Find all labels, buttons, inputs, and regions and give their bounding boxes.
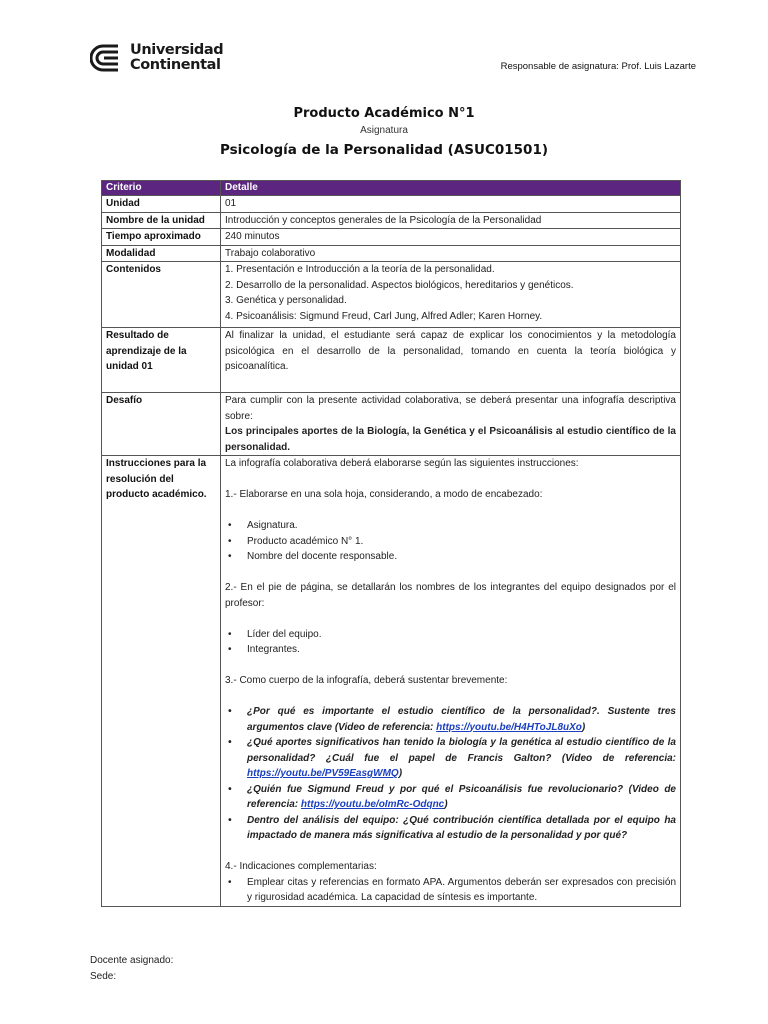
logo-mark-icon: [90, 43, 124, 73]
step4: 4.- Indicaciones complementarias:: [225, 861, 377, 872]
tiempo-value: 240 minutos: [221, 229, 681, 246]
instrucciones-value: [221, 456, 681, 907]
contenidos-value: [221, 262, 681, 328]
question-item: [225, 704, 676, 735]
contenidos-label: Contenidos: [102, 262, 221, 328]
contenido-item: 3. Genética y personalidad.: [225, 295, 347, 306]
step2-list: [225, 627, 676, 658]
resultado-value: Al finalizar la unidad, el estudiante será capaz de explicar los conocimientos y la metodología psicológica en el desarrollo de la personalidad, tomando en cuenta la teoría biológica y psicoanalítica.: [221, 328, 681, 393]
desafio-text: Para cumplir con la presente actividad colaborativa, se deberá presentar una infografía descriptiva sobre:: [225, 395, 676, 422]
contenido-item: 2. Desarrollo de la personalidad. Aspectos biológicos, hereditarios y genéticos.: [225, 279, 574, 291]
list-item: • Líder del equipo.: [225, 627, 676, 643]
docente-label: Docente asignado:: [90, 955, 174, 966]
table-row: [102, 212, 681, 229]
contenido-item: 4. Psicoanálisis: Sigmund Freud, Carl Jung, Alfred Adler; Karen Horney.: [225, 310, 543, 322]
contenido-item: 1. Presentación e Introducción a la teoría de la personalidad.: [225, 264, 495, 275]
table-row: [102, 245, 681, 262]
list-item: • Nombre del docente responsable.: [225, 549, 676, 565]
paren: ): [581, 721, 586, 733]
question-text: ¿Por qué es importante el estudio científico de la personalidad?. Sustente tres argumentos clave (Video de referencia:: [247, 706, 676, 733]
list-item: • Integrantes.: [225, 642, 676, 658]
logo-line2: Continental: [130, 57, 221, 73]
header-criterio: Criterio: [102, 181, 221, 196]
question-text: ¿Qué aportes significativos han tenido la biología y la genética al estudio científico de la personalidad? ¿Cuál fue el papel de Francis Galton? (Video de referencia:: [247, 737, 676, 764]
unidad-value: 01: [221, 196, 681, 213]
responsable-text: Responsable de asignatura: Prof. Luis Lazarte: [500, 61, 696, 72]
paren: ): [398, 768, 403, 779]
question-item: [225, 782, 676, 813]
product-title: Producto Académico N°1: [293, 106, 475, 121]
table-row: [102, 229, 681, 246]
table-row: [102, 393, 681, 456]
desafio-value: [221, 393, 681, 456]
logo-line1: Universidad: [130, 42, 224, 58]
table-row: [102, 456, 681, 907]
list-item: • Producto académico N° 1.: [225, 534, 676, 550]
table-row: [102, 328, 681, 393]
criteria-table: [101, 180, 681, 907]
question-item: [225, 735, 676, 782]
step3: 3.- Como cuerpo de la infografía, deberá sustentar brevemente:: [225, 675, 508, 686]
list-item: • Emplear citas y referencias en formato APA. Argumentos deberán ser expresados con precisión y rigurosidad académica. La capacidad de síntesis es importante.: [225, 875, 676, 906]
step4-list: [225, 875, 676, 906]
course-title: Psicología de la Personalidad (ASUC01501): [219, 142, 549, 158]
table-row: [102, 262, 681, 328]
question-text: ¿Quién fue Sigmund Freud y por qué el Psicoanálisis fue revolucionario? (Video de referencia:: [247, 783, 676, 810]
table-row: [102, 196, 681, 213]
question-item: • Dentro del análisis del equipo: ¿Qué contribución científica detallada por el equipo ha impactado de manera más significativa al estudio de la personalidad y por qué?: [225, 813, 676, 844]
desafio-bold: Los principales aportes de la Biología, la Genética y el Psicoanálisis al estudio científico de la personalidad.: [225, 426, 676, 453]
sede-label: Sede:: [90, 971, 117, 982]
step3-list: [225, 704, 676, 844]
video-link[interactable]: https://youtu.be/PV59EasgWMQ: [247, 768, 399, 779]
desafio-label: Desafío: [102, 393, 221, 456]
video-link[interactable]: https://youtu.be/H4HToJL8uXo: [436, 721, 582, 733]
instr-intro: La infografía colaborativa deberá elaborarse según las siguientes instrucciones:: [225, 458, 579, 469]
asignatura-label: Asignatura: [360, 125, 408, 136]
step2: 2.- En el pie de página, se detallarán los nombres de los integrantes del equipo designados por el profesor:: [225, 582, 676, 609]
table-header-row: [102, 181, 681, 196]
resultado-label: Resultado de aprendizaje de la unidad 01: [102, 328, 221, 393]
modalidad-value: Trabajo colaborativo: [221, 245, 681, 262]
tiempo-label: Tiempo aproximado: [102, 229, 221, 246]
nombre-value: Introducción y conceptos generales de la Psicología de la Personalidad: [221, 212, 681, 229]
unidad-label: Unidad: [102, 196, 221, 213]
university-logo: [90, 43, 223, 73]
step1-list: [225, 518, 676, 565]
modalidad-label: Modalidad: [102, 245, 221, 262]
list-item: • Asignatura.: [225, 518, 676, 534]
instrucciones-label: Instrucciones para la resolución del producto académico.: [102, 456, 221, 907]
video-link[interactable]: https://youtu.be/oImRc-Odqnc: [300, 799, 445, 810]
step1: 1.- Elaborarse en una sola hoja, considerando, a modo de encabezado:: [225, 489, 543, 500]
nombre-label: Nombre de la unidad: [102, 212, 221, 229]
paren: ): [444, 799, 448, 810]
header-detalle: Detalle: [221, 181, 681, 196]
